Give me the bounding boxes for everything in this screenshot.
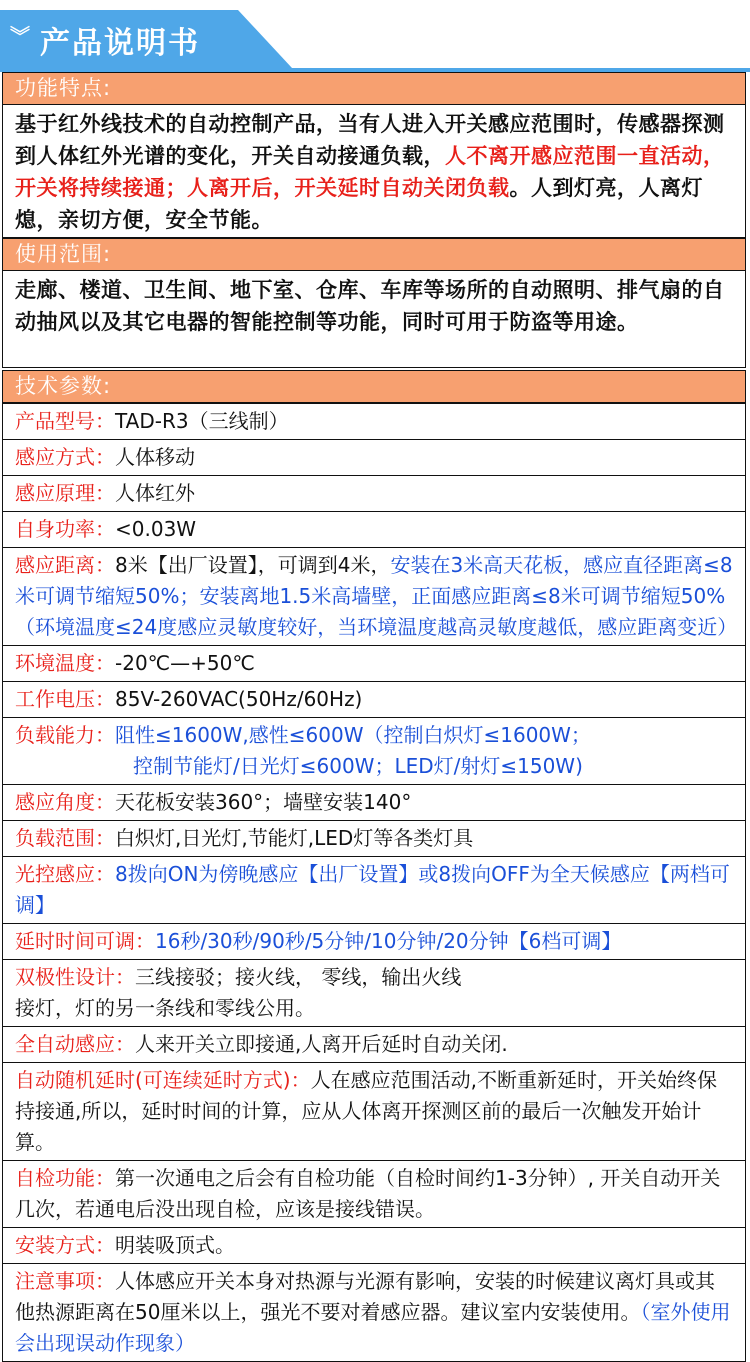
- spec-row-auto: [2, 1027, 746, 1063]
- spec-label: 负载范围：: [15, 826, 115, 850]
- spec-value: 85V-260VAC(50Hz/60Hz): [115, 687, 363, 711]
- spec-label: 安装方式：: [15, 1233, 115, 1257]
- spec-row-delay: [2, 924, 746, 960]
- spec-label: 延时时间可调：: [15, 929, 155, 953]
- spec-row-load-range: [2, 821, 746, 857]
- spec-label: 自身功率：: [15, 517, 115, 541]
- specs-heading: 技术参数:: [2, 370, 746, 403]
- spec-label: 全自动感应：: [15, 1032, 135, 1056]
- spec-value: 三线接驳；接火线， 零线，输出火线: [135, 965, 462, 989]
- features-text-red: 人不离开感应范围一直活动，开关将持续接通；人离开后，开关延时自动关闭负载: [15, 144, 725, 200]
- features-heading: 功能特点:: [2, 72, 746, 105]
- spec-label: 感应原理：: [15, 481, 115, 505]
- spec-value: 接灯，灯的另一条线和零线公用。: [15, 996, 315, 1020]
- spec-label: 注意事项：: [15, 1269, 115, 1293]
- spec-row-model: [2, 403, 746, 440]
- spec-row-light: [2, 857, 746, 924]
- spec-row-angle: [2, 785, 746, 821]
- spec-value: 人来开关立即接通,人离开后延时自动关闭.: [135, 1032, 508, 1056]
- chevron-double-down-icon: ︾: [10, 24, 30, 48]
- features-text-b: 。人到灯亮，人离灯熄，亲切方便，安全节能。: [15, 176, 703, 232]
- spec-row-distance: [2, 548, 746, 646]
- spec-label: 环境温度：: [15, 651, 115, 675]
- spec-value: 第一次通电之后会有自检功能（自检时间约1-3分钟）, 开关自动开关几次，若通电后没出现自检，应该是接线错误。: [15, 1166, 721, 1221]
- spec-row-temperature: [2, 646, 746, 682]
- spec-label: 感应距离：: [15, 553, 115, 577]
- spec-label: 光控感应：: [15, 862, 115, 886]
- page-title: 产品说明书: [40, 26, 200, 61]
- spec-value: 人在感应范围活动,不断重新延时，开关始终保持接通,所以，延时时间的计算，应从人体离开探测区前的最后一次触发开始计算。: [15, 1068, 717, 1154]
- spec-value: 人体移动: [115, 445, 195, 469]
- spec-label: 负载能力：: [15, 723, 115, 747]
- scope-body: 走廊、楼道、卫生间、地下室、仓库、车库等场所的自动照明、排气扇的自动抽风以及其它电器的智能控制等功能，同时可用于防盗等用途。: [2, 270, 746, 368]
- spec-label: 自检功能：: [15, 1166, 115, 1190]
- spec-value-highlight: 8拨向ON为傍晚感应【出厂设置】或8拨向OFF为全天候感应【两档可调】: [15, 862, 730, 917]
- spec-value: 天花板安装360°；墙壁安装140°: [115, 790, 412, 814]
- spec-row-install: [2, 1228, 746, 1264]
- spec-label: 感应方式：: [15, 445, 115, 469]
- spec-value: 白炽灯,日光灯,节能灯,LED灯等各类灯具: [115, 826, 474, 850]
- spec-value: 人体红外: [115, 481, 195, 505]
- spec-value: 人体感应开关本身对热源与光源有影响，安装的时候建议离灯具或其他热源距离在50厘米以上，强光不要对着感应器。建议室内安装使用。: [15, 1269, 715, 1324]
- spec-value: -20℃—+50℃: [115, 651, 255, 675]
- spec-value: <0.03W: [115, 517, 197, 541]
- spec-value-highlight: 16秒/30秒/90秒/5分钟/10分钟/20分钟【6档可调】: [155, 929, 622, 953]
- spec-row-load: [2, 718, 746, 785]
- spec-value: 明装吸顶式。: [115, 1233, 235, 1257]
- spec-row-principle: [2, 476, 746, 512]
- scope-heading: 使用范围:: [2, 238, 746, 271]
- spec-row-voltage: [2, 682, 746, 718]
- spec-value-highlight: 控制节能灯/日光灯≤600W；LED灯/射灯≤150W): [133, 754, 583, 778]
- header-banner: [0, 0, 750, 68]
- spec-label: 自动随机延时(可连续延时方式)：: [15, 1068, 311, 1092]
- spec-label: 工作电压：: [15, 687, 115, 711]
- spec-row-notice: [2, 1264, 746, 1362]
- spec-value: TAD-R3（三线制）: [115, 409, 289, 433]
- spec-label: 感应角度：: [15, 790, 115, 814]
- spec-value-highlight: （室外使用会出现误动作现象）: [15, 1300, 731, 1355]
- spec-row-method: [2, 440, 746, 476]
- spec-value: 8米【出厂设置】，可调到4米，: [115, 553, 391, 577]
- spec-row-random: [2, 1063, 746, 1161]
- specs-table: [2, 403, 746, 1362]
- spec-label: 产品型号：: [15, 409, 115, 433]
- spec-row-selfcheck: [2, 1161, 746, 1228]
- spec-value-highlight: 安装在3米高天花板，感应直径距离≤8米可调节缩短50%；安装离地1.5米高墙壁，正面感应距离≤8米可调节缩短50%（环境温度≤24度感应灵敏度较好，当环境温度越高灵敏度越低，感应距离变近）: [15, 553, 738, 639]
- spec-row-power: [2, 512, 746, 548]
- spec-label: 双极性设计：: [15, 965, 135, 989]
- spec-row-bipolar: [2, 960, 746, 1027]
- features-text-a: 基于红外线技术的自动控制产品，当有人进入开关感应范围时，传感器探测到人体红外光谱的变化，开关自动接通负载，: [15, 112, 725, 168]
- spec-value-highlight: 阻性≤1600W,感性≤600W（控制白炽灯≤1600W；: [115, 723, 591, 747]
- features-body: [2, 104, 746, 238]
